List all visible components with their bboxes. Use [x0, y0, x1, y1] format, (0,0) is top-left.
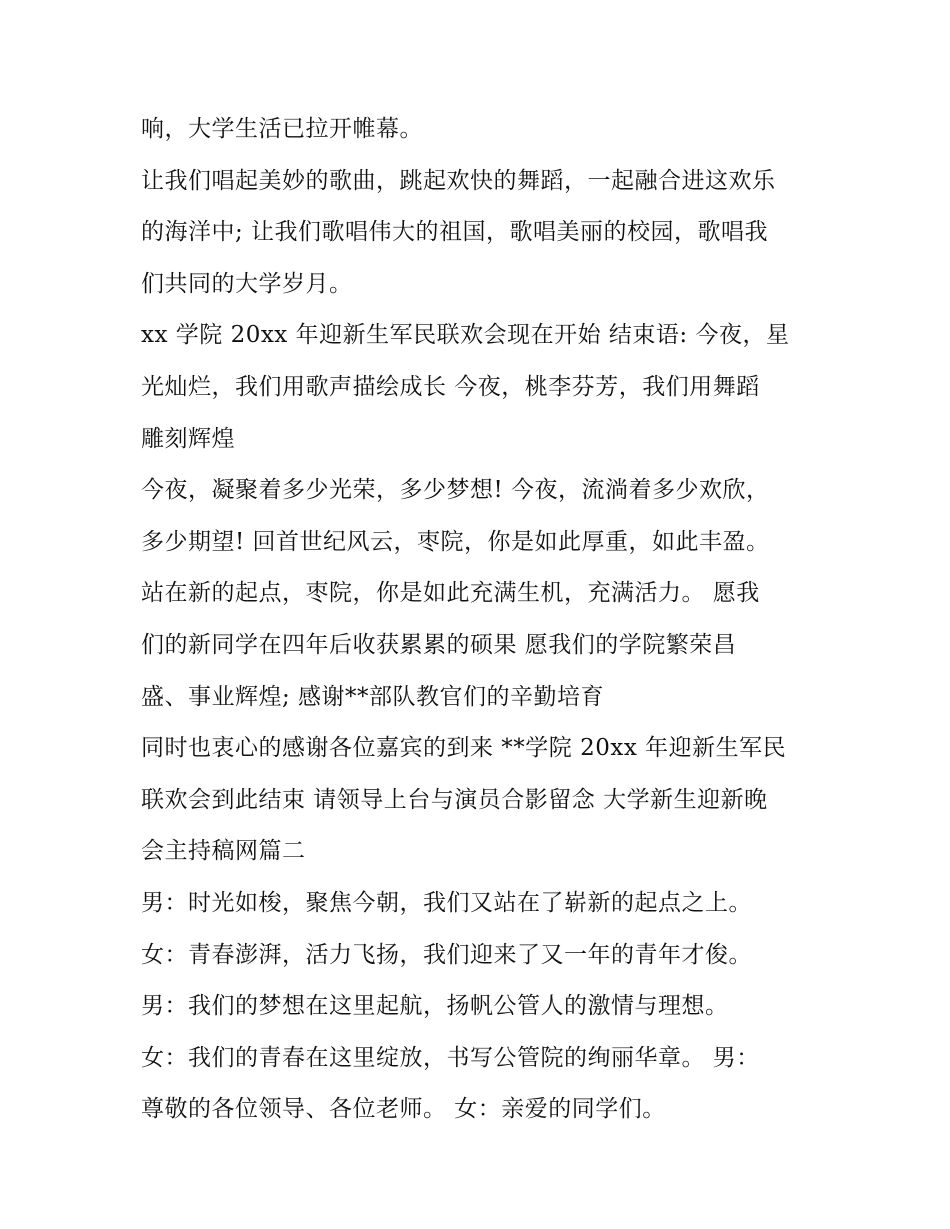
- text-line: 男：我们的梦想在这里起航，扬帆公管人的激情与理想。: [141, 993, 729, 1020]
- text-line: 男：时光如梭，聚焦今朝，我们又站在了崭新的起点之上。: [141, 889, 752, 916]
- text-line: 盛、事业辉煌; 感谢**部队教官们的辛勤培育: [141, 683, 605, 710]
- text-line: 今夜，凝聚着多少光荣，多少梦想! 今夜，流淌着多少欢欣，: [141, 477, 770, 504]
- document-body: [141, 104, 821, 1136]
- text-line: 让我们唱起美妙的歌曲，跳起欢快的舞蹈，一起融合进这欢乐: [141, 167, 776, 194]
- text-line: 女：青春澎湃，活力飞扬，我们迎来了又一年的青年才俊。: [141, 941, 752, 968]
- text-line: 会主持稿网篇二: [141, 838, 306, 865]
- text-line: 多少期望! 回首世纪风云，枣院，你是如此厚重，如此丰盈。: [141, 528, 770, 555]
- text-line: 响，大学生活已拉开帷幕。: [141, 116, 423, 142]
- text-line: 尊敬的各位领导、各位老师。 女：亲爱的同学们。: [141, 1096, 666, 1123]
- text-line: 女：我们的青春在这里绽放，书写公管院的绚丽华章。 男：: [141, 1044, 760, 1071]
- text-line: 的海洋中; 让我们歌唱伟大的祖国，歌唱美丽的校园，歌唱我: [141, 219, 769, 246]
- text-line: 站在新的起点，枣院，你是如此充满生机，充满活力。 愿我: [141, 580, 760, 607]
- text-line: 们共同的大学岁月。: [141, 270, 353, 297]
- text-line: 联欢会到此结束 请领导上台与演员合影留念 大学新生迎新晚: [141, 786, 768, 813]
- text-line: 光灿烂，我们用歌声描绘成长 今夜，桃李芬芳，我们用舞蹈: [141, 373, 760, 400]
- text-line: 们的新同学在四年后收获累累的硕果 愿我们的学院繁荣昌: [141, 631, 737, 658]
- text-line: 同时也衷心的感谢各位嘉宾的到来 **学院 20xx 年迎新生军民: [141, 735, 787, 762]
- text-line: 雕刻辉煌: [141, 425, 235, 452]
- text-line: xx 学院 20xx 年迎新生军民联欢会现在开始 结束语: 今夜，星: [141, 322, 790, 349]
